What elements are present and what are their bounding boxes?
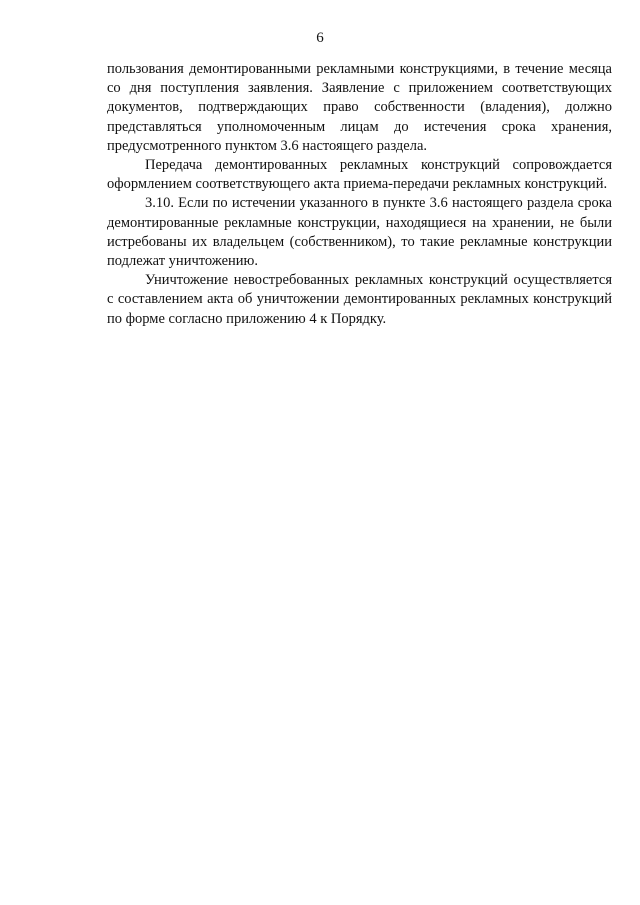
- paragraph-storage-claim: пользования демонтированными рекламными конструкциями, в течение месяца со дня поступления заявления. Заявление с приложением соответствующих документов, подтверждающих право собственности (владения), должно представляться уполномоченным лицам до истечения срока хранения, предусмотренного пунктом 3.6 настоящего раздела.: [107, 61, 612, 154]
- document-body: [107, 60, 612, 329]
- page-number: 6: [316, 30, 324, 46]
- paragraph-destruction-act: Уничтожение невостребованных рекламных конструкций осуществляется с составлением акта об уничтожении демонтированных рекламных конструкций по форме согласно приложению 4 к Порядку.: [107, 272, 612, 327]
- paragraph-transfer-act: Передача демонтированных рекламных конструкций сопровождается оформлением соответствующего акта приема-передачи рекламных конструкций.: [107, 157, 612, 193]
- paragraph-clause-3-10: 3.10. Если по истечении указанного в пункте 3.6 настоящего раздела срока демонтированные рекламные конструкции, находящиеся на хранении, не были истребованы их владельцем (собственником), то такие рекламные конструкции подлежат уничтожению.: [107, 195, 612, 270]
